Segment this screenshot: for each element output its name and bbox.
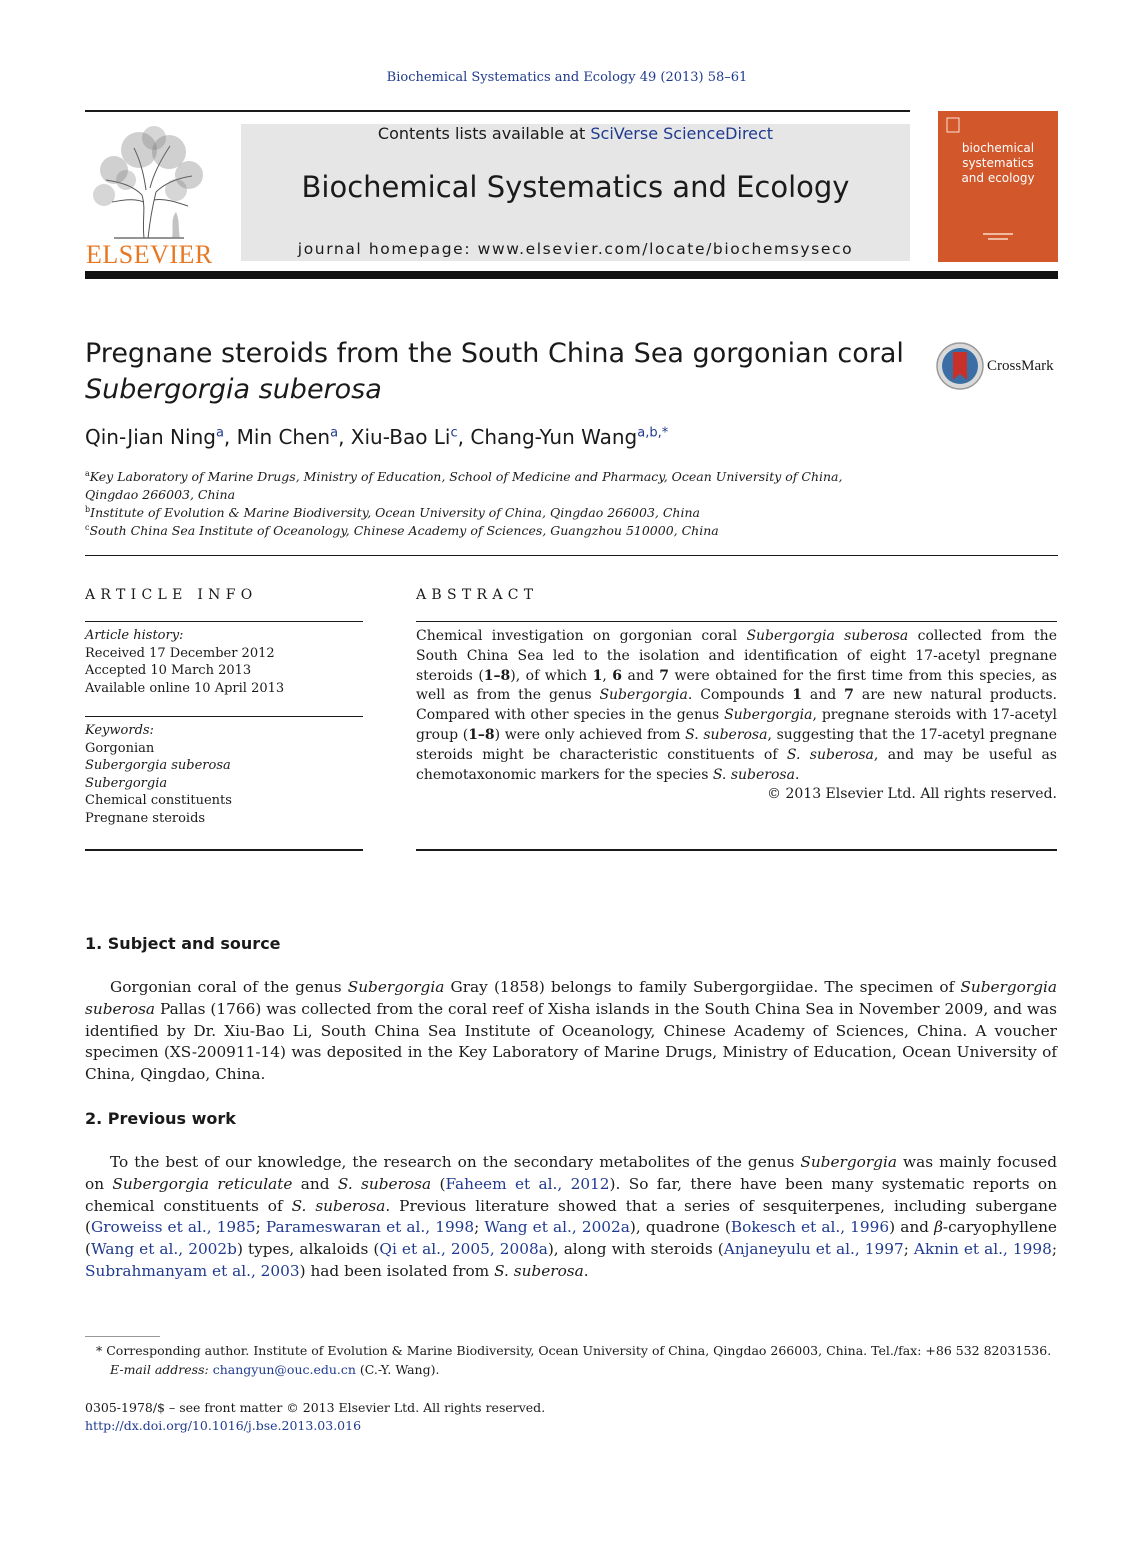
affiliation-letter: b <box>85 505 91 514</box>
author-affiliation-mark[interactable]: a <box>330 425 339 441</box>
title-line-2: Subergorgia suberosa <box>85 374 382 405</box>
affiliation-text: South China Sea Institute of Oceanology, Chinese Academy of Sciences, Guangzhou 510000, China <box>89 523 719 539</box>
body-run: ; <box>903 1240 914 1259</box>
species-name: Subergorgia suberosa <box>85 978 1058 1018</box>
email-label: E-mail address: <box>110 1362 213 1377</box>
abstract-species: S. suberosa <box>685 726 768 743</box>
abstract-run: , suggesting that the 17-acetyl pregnane steroids might be characteristic constituents of <box>416 726 1057 763</box>
history-online: Available online 10 April 2013 <box>85 680 285 696</box>
species-name: S. suberosa <box>494 1261 584 1280</box>
affiliation-text: Key Laboratory of Marine Drugs, Ministry of Education, School of Medicine and Pharmacy, Ocean University of China, <box>89 469 843 485</box>
abstract-run: . <box>794 766 800 783</box>
article-info-bottom-rule <box>85 849 363 851</box>
corresponding-author-mark[interactable]: * <box>661 425 669 441</box>
article-title <box>85 336 915 408</box>
compound-number: 1 <box>792 687 802 704</box>
compound-number: 7 <box>659 667 670 684</box>
keywords-rule <box>85 716 363 717</box>
article-info-heading: ARTICLE INFO <box>85 587 258 603</box>
compound-number: 6 <box>612 667 622 684</box>
body-run: ) and <box>889 1218 935 1237</box>
body-run: ) types, alkaloids ( <box>236 1240 380 1259</box>
journal-title: Biochemical Systematics and Ecology <box>301 170 850 204</box>
species-name: S. suberosa <box>291 1196 386 1215</box>
header-thick-rule <box>85 271 1058 279</box>
cover-line-3: and ecology <box>961 171 1035 185</box>
cover-imprint-icon <box>983 231 1013 243</box>
keywords-label: Keywords: <box>85 723 154 738</box>
doi-link[interactable]: http://dx.doi.org/10.1016/j.bse.2013.03.016 <box>85 1418 362 1433</box>
issn-line: 0305-1978/$ – see front matter © 2013 Elsevier Ltd. All rights reserved. <box>85 1400 546 1415</box>
journal-citation[interactable]: Biochemical Systematics and Ecology 49 (2013) 58–61 <box>386 70 748 85</box>
body-run: ; <box>1051 1240 1057 1259</box>
title-line-1: Pregnane steroids from the South China Sea gorgonian coral <box>85 338 904 369</box>
author-list: Qin-Jian Ning$^a$, Min Chen$^a$, Xiu-Bao Li$^c$, Chang-Yun Wang$^{a,b,*}$ <box>85 425 669 449</box>
compound-number: 1 <box>592 667 603 684</box>
genus-name: Subergorgia <box>347 978 445 996</box>
body-run: Gorgonian coral of the genus <box>110 978 348 996</box>
footnote-rule <box>85 1336 160 1337</box>
abstract-run: , pregnane steroids with 17-acetyl group ( <box>416 707 1058 743</box>
author-affiliation-mark[interactable]: a <box>215 425 224 441</box>
author-affiliation-mark[interactable] <box>637 425 668 440</box>
abstract-run: ), of which <box>510 667 593 684</box>
body-run: ) had been isolated from <box>299 1261 495 1280</box>
body-run: ), quadrone ( <box>629 1218 731 1237</box>
species-name: Subergorgia reticulate <box>112 1174 293 1193</box>
body-run: ; <box>255 1218 266 1237</box>
header-rule <box>85 110 910 112</box>
elsevier-wordmark: ELSEVIER <box>86 240 213 269</box>
abstract-run: are new natural products. Compared with other species in the genus <box>416 687 1057 724</box>
body-run: Gray (1858) belongs to family Subergorgiidae. The specimen of <box>444 978 961 996</box>
reference-link[interactable]: Subrahmanyam et al., 2003 <box>85 1261 300 1280</box>
keyword: Subergorgia <box>85 775 168 791</box>
reference-link[interactable]: Wang et al., 2002a <box>484 1218 630 1237</box>
keyword: Subergorgia suberosa <box>85 758 231 774</box>
abstract-run: and <box>622 667 660 684</box>
front-matter-notice <box>85 1399 545 1435</box>
reference-link[interactable]: Anjaneyulu et al., 1997 <box>723 1240 904 1259</box>
history-label: Article history: <box>85 628 184 643</box>
crossmark-label[interactable]: CrossMark <box>987 358 1054 374</box>
sciencedirect-link[interactable]: SciVerse ScienceDirect <box>590 124 774 143</box>
article-info-rule <box>85 621 363 622</box>
cover-publisher-icon <box>946 117 960 133</box>
abstract-text <box>416 627 1057 785</box>
section-heading: 2. Previous work <box>85 1109 236 1128</box>
keyword: Gorgonian <box>85 740 155 756</box>
reference-link[interactable]: Faheem et al., 2012 <box>445 1174 610 1193</box>
history-accepted: Accepted 10 March 2013 <box>85 663 252 679</box>
abstract-run: Chemical investigation on gorgonian coral <box>416 628 747 644</box>
contents-prefix: Contents lists available at <box>377 124 591 143</box>
reference-link[interactable]: Groweiss et al., 1985 <box>90 1218 256 1237</box>
body-run: was mainly focused on <box>85 1153 1057 1193</box>
body-run: -caryophyllene ( <box>85 1218 1057 1259</box>
journal-cover <box>938 111 1058 262</box>
footnote-mark: * <box>96 1343 103 1358</box>
species-name: S. suberosa <box>337 1174 432 1193</box>
section-2-paragraph <box>85 1152 1057 1283</box>
abstract-run: and <box>801 687 845 704</box>
history-received: Received 17 December 2012 <box>85 645 275 661</box>
reference-link[interactable]: Qi et al., 2005, 2008a <box>379 1240 548 1259</box>
reference-link[interactable]: Wang et al., 2002b <box>90 1240 237 1259</box>
keyword: Pregnane steroids <box>85 810 206 826</box>
abstract-bottom-rule <box>416 849 1057 851</box>
author-name[interactable]: Qin-Jian Ning <box>85 425 216 449</box>
affiliation-marks: a,b, <box>637 425 662 441</box>
abstract-run: collected from the South China Sea led to the isolation and identification of eight 17-acetyl pregnane steroids ( <box>416 628 1057 684</box>
abstract-run: ) were only achieved from <box>494 726 686 743</box>
body-run: and <box>292 1174 338 1193</box>
cover-line-2: systematics <box>962 156 1034 170</box>
body-run: To the best of our knowledge, the research on the secondary metabolites of the genus <box>110 1153 801 1171</box>
abstract-run: , <box>602 667 613 684</box>
cover-line-1: biochemical <box>961 141 1035 155</box>
section-1-paragraph <box>85 977 1057 1086</box>
abstract-heading: ABSTRACT <box>416 587 539 603</box>
abstract-run: , and may be useful as chemotaxonomic markers for the species <box>416 746 1057 783</box>
affiliation <box>85 519 965 540</box>
section-heading: 1. Subject and source <box>85 934 281 953</box>
body-run: . Previous literature showed that a series of sesquiterpenes, including subergane ( <box>85 1196 1057 1237</box>
compound-number: 1–8 <box>483 667 511 684</box>
abstract-genus: Subergorgia <box>724 707 813 724</box>
abstract-genus: Subergorgia <box>599 687 688 704</box>
abstract-rule <box>416 621 1057 622</box>
reference-link[interactable]: Aknin et al., 1998 <box>913 1240 1052 1259</box>
compound-number: 7 <box>844 687 854 704</box>
affiliation-text: Qingdao 266003, China <box>85 487 236 503</box>
reference-link[interactable]: Parameswaran et al., 1998 <box>265 1218 475 1237</box>
abstract-species: Subergorgia suberosa <box>746 628 909 644</box>
author-name[interactable]: Chang-Yun Wang <box>470 425 638 449</box>
author-name[interactable]: Min Chen <box>236 425 331 449</box>
journal-homepage[interactable]: journal homepage: www.elsevier.com/locate/biochemsyseco <box>297 240 854 258</box>
body-run: Pallas (1766) was collected from the coral reef of Xisha islands in the South China Sea in November 2009, and was identified by Dr. Xiu-Bao Li, South China Sea Institute of Oceanology, Chinese Academy of Sciences, China. A voucher specimen (XS-200911-14) was deposited in the Key Laboratory of Marine Drugs, Ministry of Education, Ocean University of China, Qingdao, China. <box>85 999 1057 1084</box>
genus-name: Subergorgia <box>800 1153 897 1171</box>
compound-number: 1–8 <box>468 726 495 743</box>
crossmark-icon[interactable] <box>935 340 985 392</box>
abstract-species: S. suberosa <box>712 766 795 783</box>
affiliation-text: Institute of Evolution & Marine Biodiversity, Ocean University of China, Qingdao 266003, China <box>90 505 700 521</box>
body-run: ; <box>474 1218 485 1237</box>
reference-link[interactable]: Bokesch et al., 1996 <box>730 1218 890 1237</box>
abstract-run: . Compounds <box>687 687 793 704</box>
affiliation-letter: a <box>85 469 90 478</box>
email-link[interactable]: changyun@ouc.edu.cn <box>212 1362 356 1377</box>
keywords <box>85 722 363 828</box>
cover-title <box>938 141 1058 186</box>
corresponding-author-footnote <box>96 1341 1058 1379</box>
abstract-species: S. suberosa <box>786 746 874 763</box>
article-history <box>85 627 363 697</box>
body-run: ). So far, there have been many systematic reports on chemical constituents of <box>85 1174 1057 1215</box>
body-run: ( <box>431 1174 446 1193</box>
contents-line <box>241 124 910 143</box>
author-affiliation-mark[interactable]: c <box>450 425 458 441</box>
body-run: . <box>583 1261 589 1280</box>
keyword: Chemical constituents <box>85 793 232 809</box>
body-run: ), along with steroids ( <box>547 1240 724 1259</box>
email-owner: (C.-Y. Wang). <box>355 1362 440 1377</box>
beta-symbol: β <box>934 1218 943 1237</box>
author-name[interactable]: Xiu-Bao Li <box>350 425 451 449</box>
front-matter-rule <box>85 555 1058 556</box>
footnote-text: Corresponding author. Institute of Evolution & Marine Biodiversity, Ocean University of China, Qingdao 266003, China. Tel./fax: +86 532 82031536. <box>102 1343 1052 1358</box>
affiliation-letter: c <box>85 523 90 532</box>
abstract-run: were obtained for the first time from this species, as well as from the genus <box>416 667 1057 704</box>
abstract-copyright: © 2013 Elsevier Ltd. All rights reserved. <box>767 786 1057 802</box>
